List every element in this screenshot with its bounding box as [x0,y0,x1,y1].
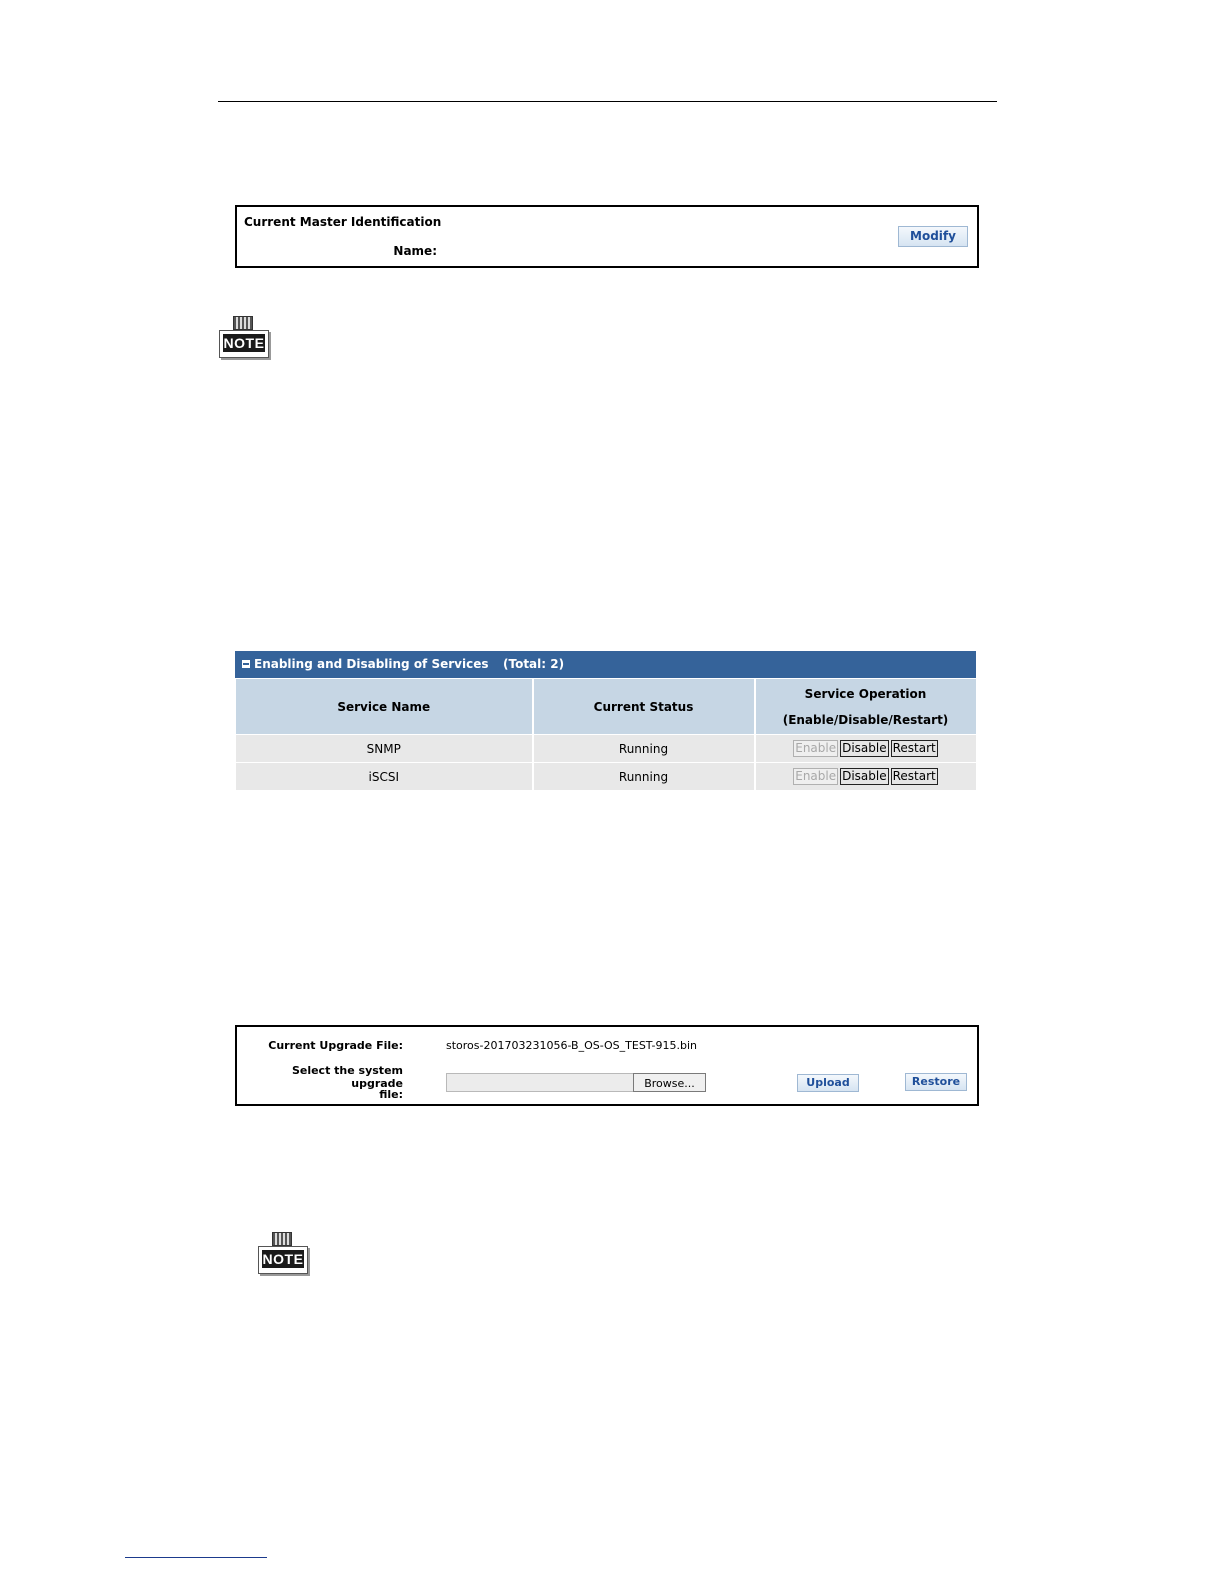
system-upgrade-panel [235,1025,979,1106]
master-identification-title: Current Master Identification [244,215,442,229]
enable-button: Enable [795,741,837,755]
restart-button[interactable]: Restart [892,741,936,755]
browse-button[interactable]: Browse... [633,1073,706,1092]
restore-button[interactable]: Restore [905,1073,967,1091]
select-upgrade-file-label-line1: Select the system upgrade [291,1064,403,1090]
service-operation-cell [755,763,977,791]
services-panel [235,651,976,791]
upgrade-file-input[interactable] [446,1073,634,1092]
operation-header-line1: Service Operation [804,686,927,701]
master-identification-panel [235,205,979,268]
service-operation-cell [755,735,977,763]
upload-button[interactable]: Upload [797,1074,859,1092]
column-header-service-operation [755,679,977,735]
footer-rule [125,1557,267,1558]
select-upgrade-file-label-line2: file: [379,1088,403,1101]
current-upgrade-file-value: storos-201703231056-B_OS-OS_TEST-915.bin [446,1039,697,1052]
column-header-service-name: Service Name [236,679,533,735]
services-table [235,678,978,791]
modify-button[interactable]: Modify [898,226,968,247]
note-icon [258,1232,310,1276]
column-header-current-status: Current Status [533,679,755,735]
disable-button[interactable]: Disable [842,769,887,783]
collapse-icon[interactable] [242,660,250,668]
header-rule [218,101,997,102]
service-name-cell: iSCSI [236,763,533,791]
service-name-cell: SNMP [236,735,533,763]
service-status-cell: Running [533,763,755,791]
services-header-title: Enabling and Disabling of Services [254,657,489,671]
master-name-label: Name: [393,244,437,258]
note-icon-label: NOTE [262,1251,304,1267]
note-icon-label: NOTE [223,335,265,351]
service-status-cell: Running [533,735,755,763]
services-table-header [236,679,977,735]
services-header-bar [235,651,976,678]
enable-button: Enable [795,769,837,783]
table-row [236,763,977,791]
current-upgrade-file-label: Current Upgrade File: [268,1039,403,1052]
table-row [236,735,977,763]
note-icon [219,316,271,360]
operation-header-line2: (Enable/Disable/Restart) [782,712,949,727]
restart-button[interactable]: Restart [892,769,936,783]
disable-button[interactable]: Disable [842,741,887,755]
services-total: (Total: 2) [503,657,565,671]
